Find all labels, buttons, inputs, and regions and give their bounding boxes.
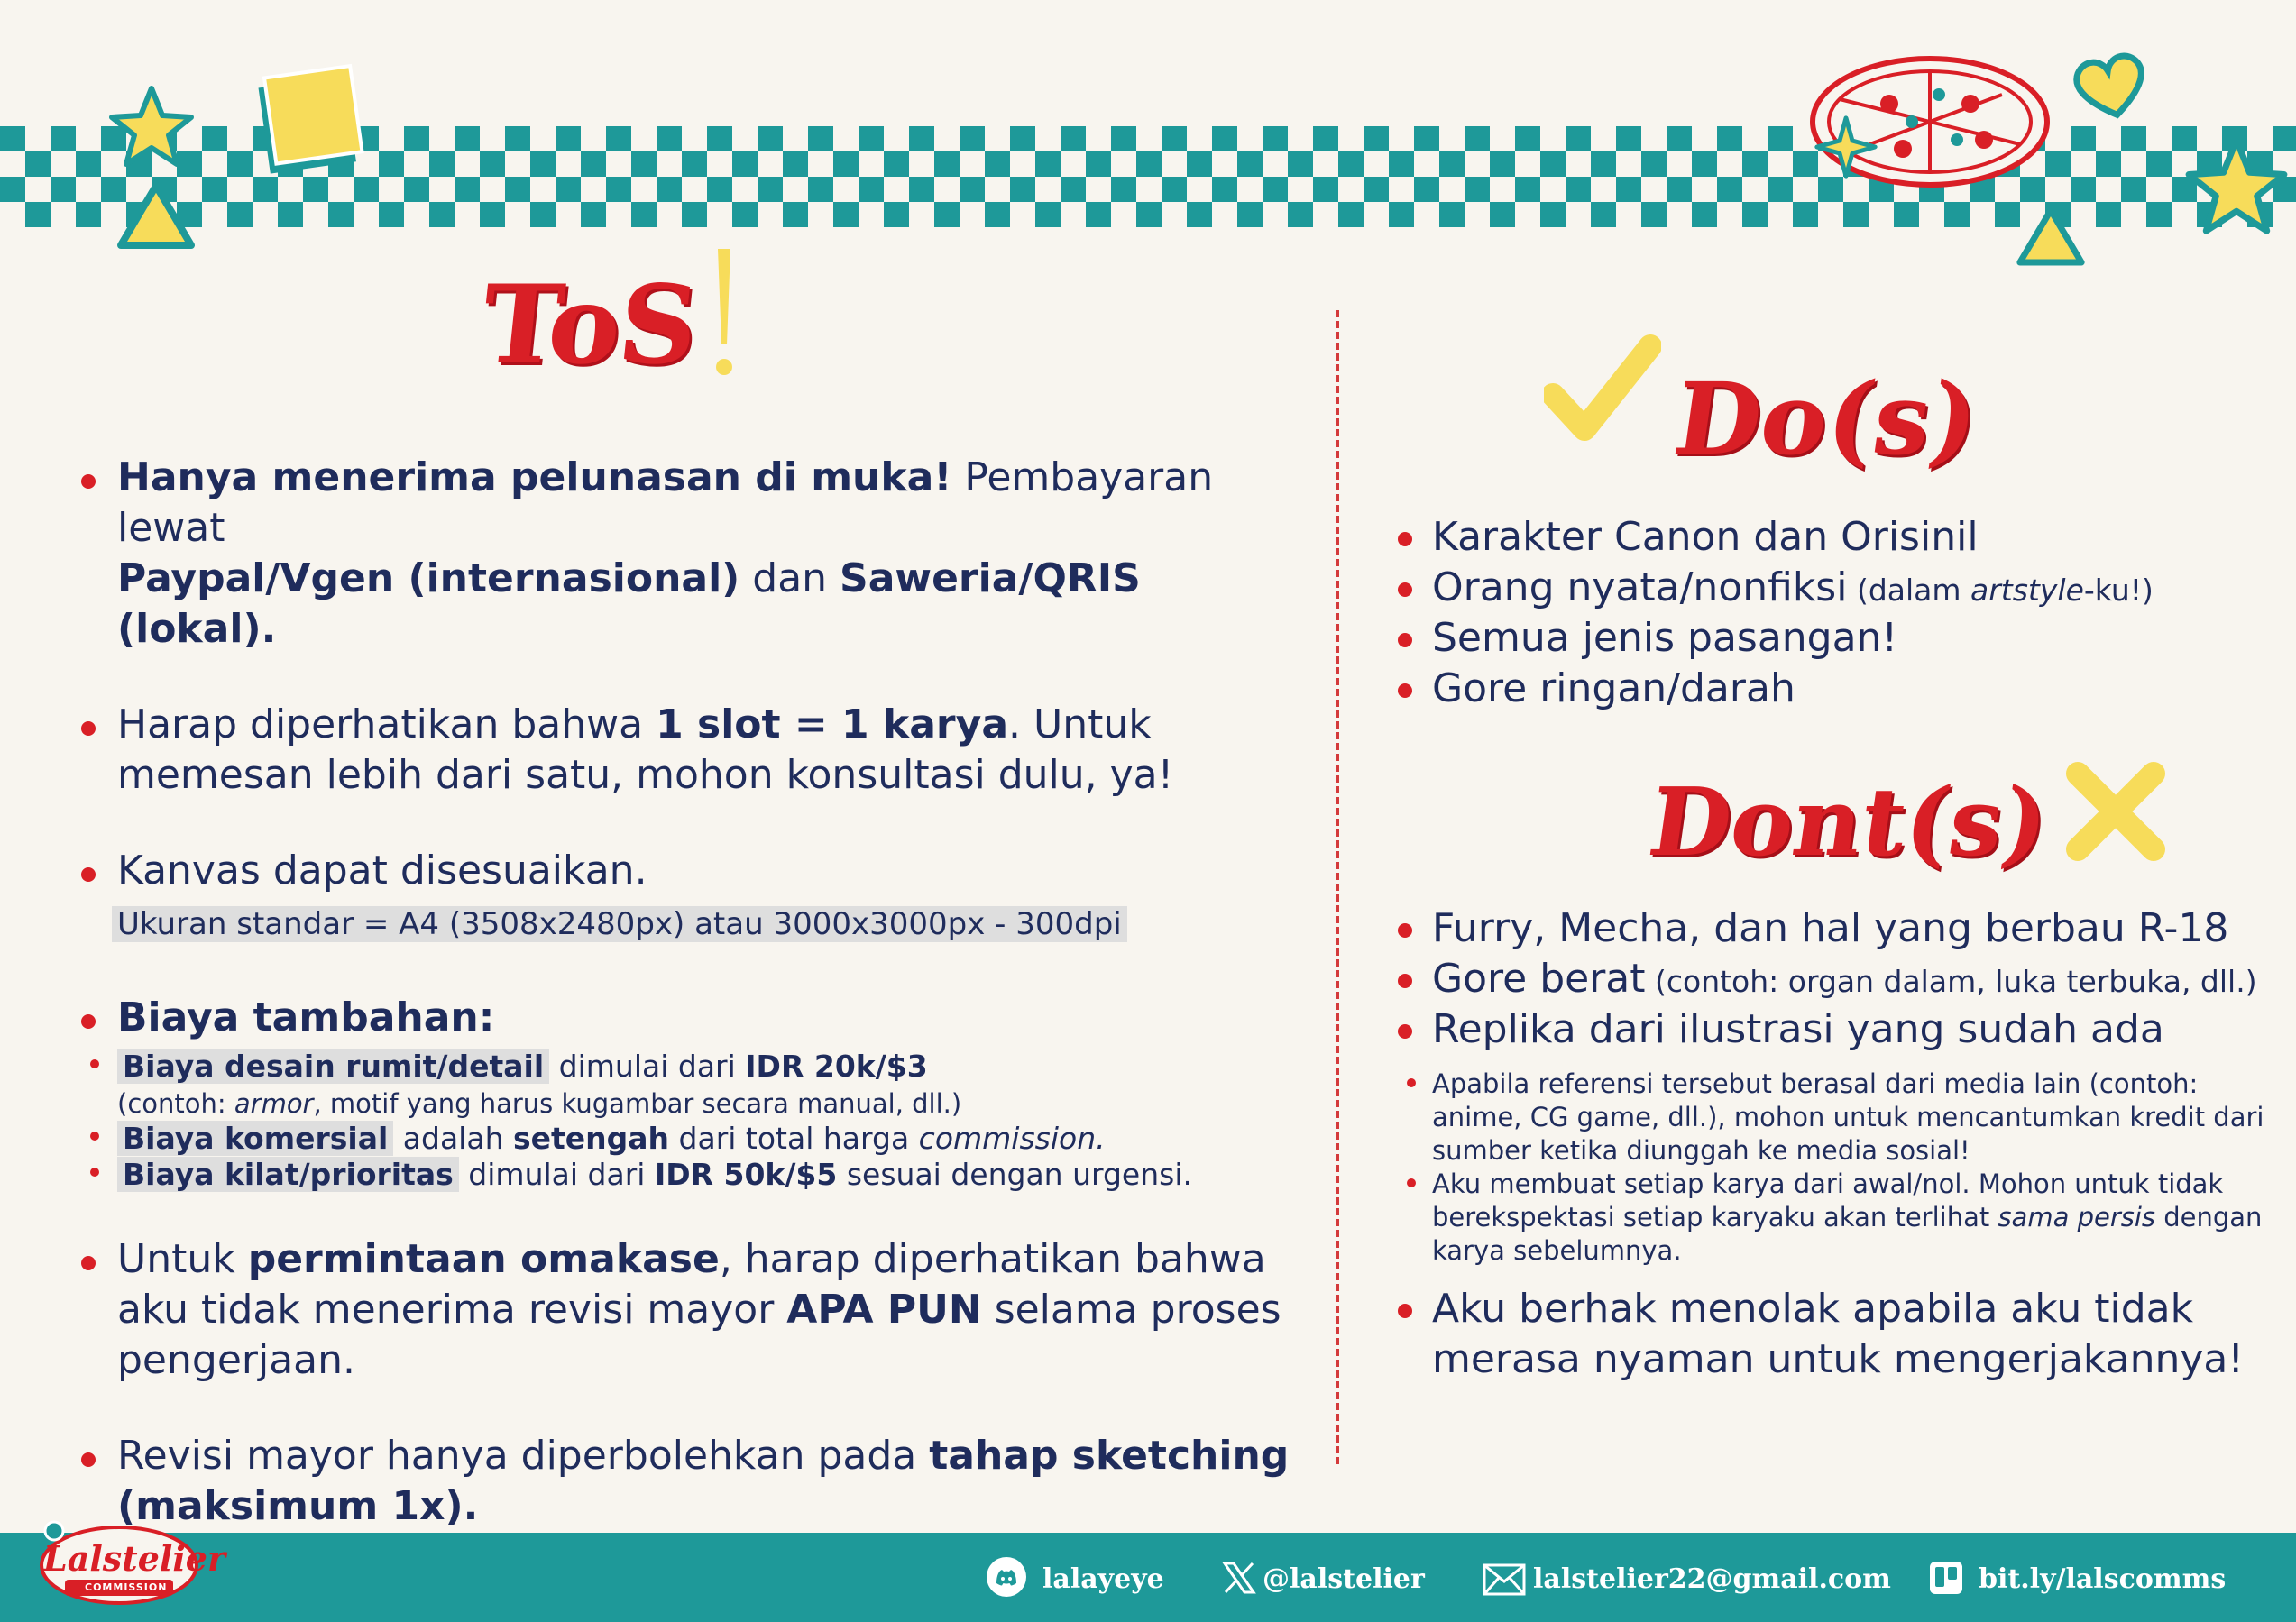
- donts-title: Dont(s): [1642, 766, 2055, 877]
- list-item: Furry, Mecha, dan hal yang berbau R-18: [1380, 903, 2273, 954]
- list-item: Hanya menerima pelunasan di muka! Pembayaran lewat Paypal/Vgen (internasional) dan Saweria/QRIS (lokal).: [63, 453, 1308, 655]
- canvas-note: Ukuran standar = A4 (3508x2480px) atau 3000x3000px - 300dpi: [112, 906, 1127, 942]
- logo-sub: COMMISSION: [85, 1581, 168, 1593]
- list-item: Aku berhak menolak apabila aku tidak merasa nyaman untuk mengerjakannya!: [1380, 1284, 2271, 1385]
- list-item: Replika dari ilustrasi yang sudah ada: [1380, 1004, 2273, 1055]
- square-icon: [251, 61, 368, 179]
- tos-list: [63, 453, 1308, 1532]
- tos-title: ToS: [475, 261, 703, 389]
- email-address[interactable]: lalstelier22@gmail.com: [1533, 1563, 1891, 1595]
- commission-link[interactable]: bit.ly/lalscomms: [1979, 1563, 2227, 1595]
- list-item: Kanvas dapat disesuaikan. Ukuran standar = A4 (3508x2480px) atau 3000x3000px - 300dpi: [63, 846, 1308, 949]
- sub-item: Aku membuat setiap karya dari awal/nol. Mohon untuk tidak berekspektasi setiap karyaku akan terlihat sama persis dengan karya sebelumnya.: [1380, 1168, 2271, 1268]
- discord-icon: [987, 1557, 1026, 1597]
- list-item: Untuk permintaan omakase, harap diperhatikan bahwa aku tidak menerima revisi mayor APA PUN selama proses pengerjaan.: [63, 1234, 1290, 1386]
- x-logo-icon: [1221, 1560, 1257, 1596]
- x-handle[interactable]: @lalstelier: [1263, 1563, 1425, 1595]
- sub-item: Biaya komersial adalah setengah dari total harga commission.: [78, 1121, 1268, 1157]
- list-item: Orang nyata/nonfiksi (dalam artstyle-ku!): [1380, 563, 2264, 613]
- sub-item: Biaya kilat/prioritas dimulai dari IDR 50k/$5 sesuai dengan urgensi.: [78, 1157, 1268, 1193]
- star-icon: [1814, 115, 1878, 179]
- dos-title: Do(s): [1667, 361, 1986, 477]
- discord-handle[interactable]: lalayeye: [1042, 1563, 1164, 1595]
- dos-list: [1380, 512, 2264, 714]
- donts-list: [1380, 903, 2273, 1385]
- star-icon: [106, 83, 197, 173]
- list-item: Karakter Canon dan Orisinil: [1380, 512, 2264, 563]
- trello-icon: [1928, 1560, 1964, 1596]
- brand-logo: [38, 1513, 225, 1616]
- mail-icon: [1483, 1563, 1526, 1596]
- logo-text: Lalstelier: [43, 1538, 225, 1579]
- triangle-icon: [115, 180, 197, 252]
- exclamation-icon: [714, 245, 732, 380]
- sub-item: Biaya desain rumit/detail dimulai dari IDR 20k/$3 (contoh: armor, motif yang harus kugambar secara manual, dll.): [78, 1049, 1268, 1121]
- sub-item: Apabila referensi tersebut berasal dari media lain (contoh: anime, CG game, dll.), mohon untuk mencantumkan kredit dari sumber ketika diunggah ke media sosial!: [1380, 1068, 2271, 1168]
- check-icon: [1544, 332, 1661, 449]
- cross-icon: [2062, 757, 2170, 866]
- star-icon: [2182, 133, 2291, 242]
- list-item: Gore berat (contoh: organ dalam, luka terbuka, dll.): [1380, 954, 2273, 1004]
- triangle-icon: [2015, 206, 2087, 269]
- list-item: Semua jenis pasangan!: [1380, 613, 2264, 664]
- list-item: Biaya tambahan: Biaya desain rumit/detail dimulai dari IDR 20k/$3 (contoh: armor, motif yang harus kugambar secara manual, dll.) Biaya komersial adalah setengah dari total harga commission. Biaya kilat/prioritas dimulai dari IDR 50k/$5 sesuai dengan urgensi.: [63, 993, 1308, 1193]
- list-item: Revisi mayor hanya diperbolehkan pada tahap sketching (maksimum 1x).: [63, 1431, 1326, 1532]
- list-item: Gore ringan/darah: [1380, 664, 2264, 714]
- column-divider: [1336, 310, 1339, 1464]
- heart-icon: [2071, 50, 2152, 123]
- list-item: Harap diperhatikan bahwa 1 slot = 1 karya. Untuk memesan lebih dari satu, mohon konsultasi dulu, ya!: [63, 700, 1254, 801]
